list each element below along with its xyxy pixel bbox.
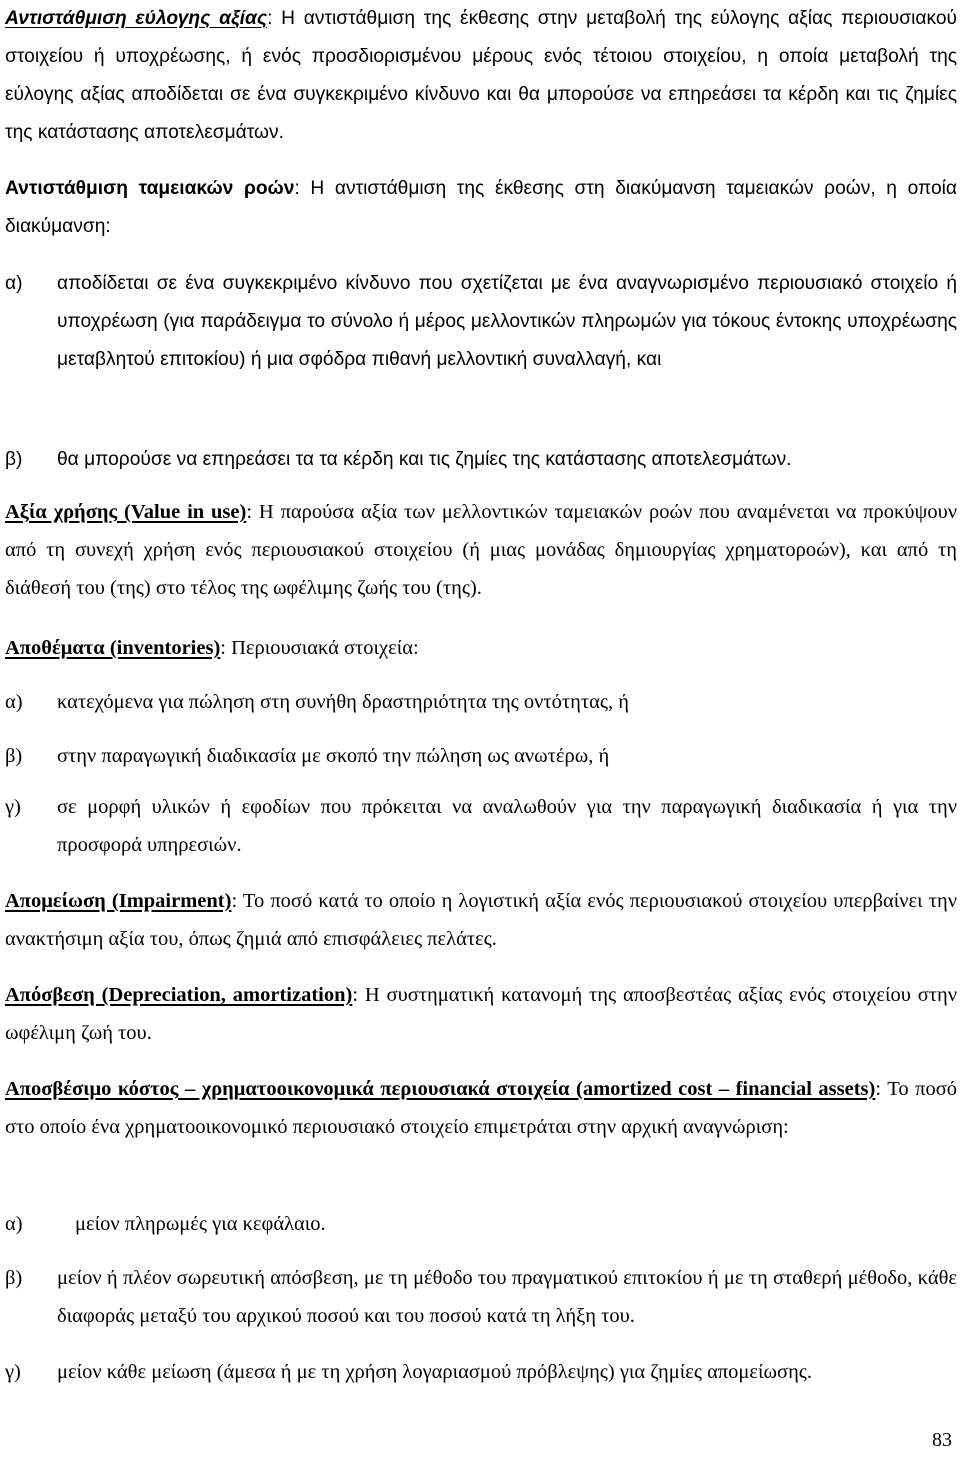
list-item bbox=[5, 1259, 957, 1335]
list-item-text: στην παραγωγική διαδικασία με σκοπό την πώληση ως ανωτέρω, ή bbox=[57, 745, 610, 767]
definition-fair-value-hedge bbox=[5, 0, 957, 152]
list-marker: α) bbox=[5, 273, 23, 294]
list-item-text: κατεχόμενα για πώληση στη συνήθη δραστηριότητα της οντότητας, ή bbox=[57, 691, 629, 713]
term-fair-value-hedge: Αντιστάθμιση εύλογης αξίας bbox=[5, 8, 268, 29]
list-marker: β) bbox=[5, 1267, 23, 1289]
list-item-text: μείον ή πλέον σωρευτική απόσβεση, με τη μέθοδο του πραγματικού επιτοκίου ή με τη σταθερή μέθοδο, κάθε διαφοράς μεταξύ του αρχικού ποσού και του ποσού κατά τη λήξη του. bbox=[57, 1267, 957, 1327]
definition-depreciation bbox=[5, 976, 957, 1052]
page-number: 83 bbox=[932, 1429, 952, 1451]
list-item-text: θα μπορούσε να επηρεάσει τα τα κέρδη και τις ζημίες της κατάστασης αποτελεσμάτων. bbox=[57, 449, 792, 470]
list-item-text: σε μορφή υλικών ή εφοδίων που πρόκειται να αναλωθούν για την παραγωγική διαδικασία ή για την προσφορά υπηρεσιών. bbox=[57, 796, 957, 856]
list-item bbox=[5, 683, 957, 721]
definition-text: : Η αντιστάθμιση της έκθεσης στην μεταβολή της εύλογης αξίας περιουσιακού στοιχείου ή υποχρέωσης, ή ενός προσδιορισμένου μέρους ενός τέτοιου στοιχείου, η οποία μεταβολή της εύλογης αξίας αποδίδεται σε ένα συγκεκριμένο κίνδυνο και θα μπορούσε να επηρεάσει τα κέρδη και τις ζημίες της κατάστασης αποτελεσμάτων. bbox=[5, 8, 957, 143]
list-marker: β) bbox=[5, 449, 23, 470]
term-cash-flow-hedge: Αντιστάθμιση ταμειακών ροών bbox=[5, 178, 295, 199]
list-marker: α) bbox=[5, 691, 23, 713]
list-item bbox=[5, 737, 957, 775]
list-item bbox=[5, 265, 957, 379]
list-marker: γ) bbox=[5, 796, 21, 818]
term-inventories: Αποθέματα (inventories) bbox=[5, 637, 221, 659]
list-item bbox=[5, 1205, 957, 1243]
term-depreciation: Απόσβεση (Depreciation, amortization) bbox=[5, 984, 353, 1006]
definition-amortized-cost bbox=[5, 1070, 957, 1146]
list-item-text: μείον πληρωμές για κεφάλαιο. bbox=[75, 1213, 326, 1235]
definition-impairment bbox=[5, 882, 957, 958]
definition-text: : Η αντιστάθμιση της έκθεσης στη διακύμανση ταμειακών ροών, η οποία διακύμανση: bbox=[5, 178, 957, 237]
list-item bbox=[5, 788, 957, 864]
list-item bbox=[5, 441, 957, 479]
list-marker: γ) bbox=[5, 1361, 21, 1383]
definition-inventories bbox=[5, 629, 957, 667]
list-item-text: αποδίδεται σε ένα συγκεκριμένο κίνδυνο που σχετίζεται με ένα αναγνωρισμένο περιουσιακό στοιχείο ή υποχρέωση (για παράδειγμα το σύνολο ή μέρος μελλοντικών πληρωμών για τόκους έντοκης υποχρέωσης μεταβλητού επιτοκίου) ή μια σφόδρα πιθανή μελλοντική συναλλαγή, και bbox=[57, 273, 957, 370]
term-impairment: Απομείωση (Impairment) bbox=[5, 890, 232, 912]
definition-cash-flow-hedge bbox=[5, 170, 957, 246]
definition-value-in-use bbox=[5, 493, 957, 607]
list-marker: α) bbox=[5, 1213, 23, 1235]
definition-text: : Περιουσιακά στοιχεία: bbox=[220, 637, 419, 659]
list-item-text: μείον κάθε μείωση (άμεσα ή με τη χρήση λογαριασμού πρόβλεψης) για ζημίες απομείωσης. bbox=[57, 1361, 813, 1383]
definition-text: : Το ποσό κατά το οποίο η λογιστική αξία ενός περιουσιακού στοιχείου υπερβαίνει την ανακτήσιμη αξία του, όπως ζημιά από επισφάλειες πελάτες. bbox=[5, 890, 957, 950]
definition-text: : Η παρούσα αξία των μελλοντικών ταμειακών ροών που αναμένεται να προκύψουν από τη συνεχή χρήση ενός περιουσιακού στοιχείου (ή μιας μονάδας δημιουργίας χρηματοροών), και από τη διάθεσή του (της) στο τέλος της ωφέλιμης ζωής του (της). bbox=[5, 501, 958, 599]
list-marker: β) bbox=[5, 745, 23, 767]
definition-text: : Η συστηματική κατανομή της αποσβεστέας αξίας ενός στοιχείου στην ωφέλιμη ζωή του. bbox=[5, 984, 957, 1044]
term-value-in-use: Αξία χρήσης (Value in use) bbox=[5, 501, 247, 523]
list-item bbox=[5, 1353, 957, 1391]
definition-text: : Το ποσό στο οποίο ένα χρηματοοικονομικό περιουσιακό στοιχείο επιμετράται στην αρχική αναγνώριση: bbox=[5, 1078, 958, 1138]
term-amortized-cost: Αποσβέσιμο κόστος – χρηματοοικονομικά περιουσιακά στοιχεία (amortized cost – financial assets) bbox=[5, 1078, 876, 1100]
